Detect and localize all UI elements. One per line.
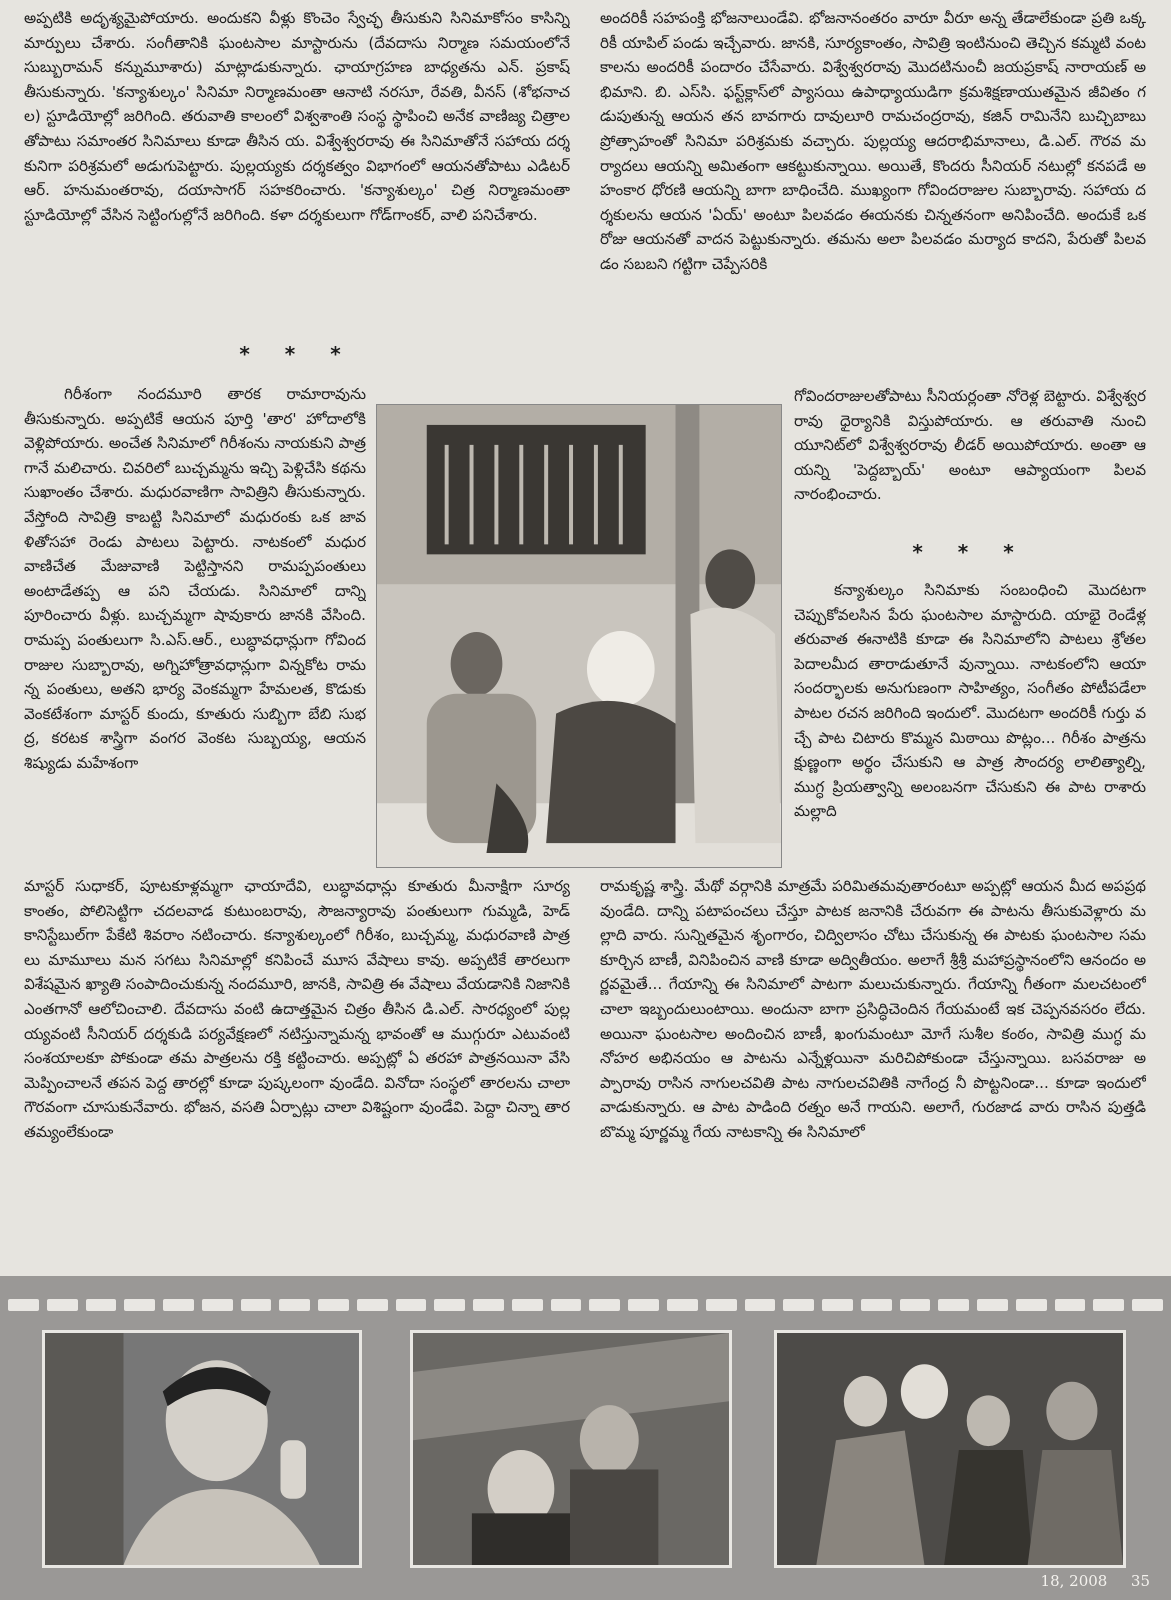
paragraph: మాస్టర్ సుధాకర్, పూటకూళ్లమ్మగా ఛాయాదేవి, లుబ్ధావధాన్లు కూతురు మీనాక్షిగా సూర్యకాంతం, పోలిసెట్టిగా చదలవాడ కుటుంబరావు, సౌజన్యారావు పంతులుగా గుమ్మడి, హెడ్ కానిస్టేబుల్‌గా పేకేటి శివరాం నటించారు. కన్యాశుల్కంలో గిరీశం, బుచ్చమ్మ, మధురవాణి పాత్రలు మామూలు మన సగటు సినిమాల్లో కనిపించే మూస వేషాలు కావు. అప్పటికే తారలుగా విశేషమైన ఖ్యాతి సంపాదించుకున్న నందమూరి, జానకి, సావిత్రి ఈ వేషాలు వేయడానికి నిజానికి ఎంతగానో ఆలోచించాలి. దేవదాసు వంటి ఉదాత్తమైన చిత్రం తీసిన డి.ఎల్. సారధ్యంలో పుల్లయ్యవంటి సీనియర్ దర్శకుడి పర్యవేక్షణలో నటిస్తున్నామన్న భావంతో ఆ ముగ్గురూ ఎటువంటి సంశయాలకూ పోకుండా తమ పాత్రలను రక్తి కట్టించారు. అప్పట్లో ఏ తరహా పాత్రనయినా వేసి మెప్పించాలనే తపన పెద్ద తారల్లో కూడా పుష్కలంగా వుండేది. వినోదా సంస్థలో తారలను చాలా గౌరవంగా చూసుకునేవారు. భోజన, వసతి ఏర్పాట్లు చాలా విశిష్టంగా వుండేవి. పెద్దా చిన్నా తారతమ్యంలేకుండా	[24, 877, 570, 1141]
article-left-bottom	[24, 874, 570, 1270]
still-image	[45, 1333, 359, 1565]
page-number: 35	[1130, 1572, 1150, 1590]
article-right-wrap-1	[794, 384, 1146, 534]
article-left-top	[24, 6, 570, 336]
article-left-wrap	[24, 382, 366, 862]
film-still-photo	[376, 404, 782, 868]
paragraph: కన్యాశుల్కం సినిమాకు సంబంధించి మొదటగా చెప్పుకోవలసిన పేరు ఘంటసాల మాస్టారుది. యాభై రెండేళ్ల తరువాత ఈనాటికి కూడా ఈ సినిమాలోని పాటలు శ్రోతల పెదాలమీద తారాడుతూనే వున్నాయి. నాటకంలోని ఆయా సందర్భాలకు అనుగుణంగా సాహిత్యం, సంగీతం పోటీపడేలా పాటల రచన జరిగింది ఇందులో. మొదటగా అందరికీ గుర్తు వచ్చే పాట చిటారు కొమ్మన మిఠాయి పొట్లం... గిరీశం పాత్రను క్షుణ్ణంగా అర్థం చేసుకుని ఆ పాత్ర సౌందర్య లాలిత్యాల్ని, ముగ్ధ ప్రియత్వాన్ని అలంబనగా చేసుకుని ఈ పాట రాశారు మల్లాది	[794, 581, 1146, 821]
film-still-image	[377, 405, 781, 867]
paragraph: రామకృష్ణ శాస్త్రి. మేథో వర్గానికి మాత్రమే పరిమితమవుతారంటూ అప్పట్లో ఆయన మీద అపప్రథ వుండేది. దాన్ని పటాపంచలు చేస్తూ పాటక జనానికి చేరువగా ఈ పాటను తీసుకువెళ్లారు మల్లాది వారు. సున్నితమైన శృంగారం, చిద్విలాసం చోటు చేసుకున్న ఈ పాటకు ఘంటసాల సమకూర్చిన బాణీ, వినిపించిన వాణి కూడా అద్వితీయం. అలాగే శ్రీశ్రీ మహాప్రస్థానంలోని ఆనందం అర్ణవమైతే... గేయాన్ని ఈ సినిమాలో పాటగా మలుచుకున్నారు. గేయాన్ని గీతంగా మలచటంలో చాలా ఇబ్బందులుంటాయి. అందునా బాగా ప్రసిద్ధిచెందిన గేయమంటే ఇక చెప్పనవసరం లేదు. అయినా ఘంటసాల అందించిన బాణీ, ఖంగుమంటూ మోగే సుశీల కంఠం, సావిత్రి ముగ్ధ మనోహర అభినయం ఆ పాటను ఎన్నేళ్లయినా మరిచిపోకుండా చేస్తున్నాయి. బసవరాజు అప్పారావు రాసిన నాగులచవితి పాట నాగులచవితికి నాగేంద్ర నీ పొట్టనిండా... కూడా ఇందులో వాడుకున్నారు. ఆ పాట పాడింది రత్నం అనే గాయని. అలాగే, గురజాడ వారు రాసిన పుత్తడి బొమ్మ పూర్ణమ్మ గేయ నాటకాన్ని ఈ సినిమాలో	[600, 877, 1146, 1141]
issue-date: 18, 2008	[1040, 1572, 1108, 1590]
paragraph: అందరికీ సహపంక్తి భోజనాలుండేవి. భోజనానంతరం వారూ వీరూ అన్న తేడాలేకుండా ప్రతి ఒక్కరికీ యాపిల్ పండు ఇచ్చేవారు. జానకి, సూర్యకాంతం, సావిత్రి ఇంటినుంచి తెచ్చిన కమ్మటి వంటకాలను అందరికీ పందారం చేసేవారు. విశ్వేశ్వరరావు మొదటినుంచీ జయప్రకాష్ నారాయణ్ అభిమాని. బి. ఎస్‌సి. ఫస్ట్‌క్లాస్‌లో ప్యాసయి ఉపాధ్యాయుడిగా క్రమశిక్షణాయుతమైన జీవితం గడుపుతున్న ఆయన తన బావగారు దావులూరి రామచంద్రరావు, కజిన్ రామినేని బుచ్చిబాబు ప్రోత్సాహంతో సినిమా పరిశ్రమకు వచ్చారు. పుల్లయ్య ఆదరాభిమానాలు, డి.ఎల్. గౌరవ మర్యాదలు ఆయన్ని అమితంగా ఆకట్టుకున్నాయి. అయితే, కొందరు సీనియర్ నటుల్లో కనపడే అహంకార ధోరణి ఆయన్ని బాగా బాధించేది. ముఖ్యంగా గోవిందరాజుల సుబ్బారావు. సహాయ దర్శకులను ఆయన 'ఏయ్' అంటూ పిలవడం ఈయనకు చిన్నతనంగా అనిపించేది. అందుకే ఒకరోజు ఆయనతో వాదన పెట్టుకున్నారు. తమను అలా పిలవడం మర్యాద కాదని, పేరుతో పిలవడం సబబని గట్టిగా చెప్పేసరికి	[600, 9, 1146, 273]
paragraph: అప్పటికి అదృశ్యమైపోయారు. అందుకని వీళ్లు కొంచెం స్వేచ్ఛ తీసుకుని సినిమాకోసం కాసిన్ని మార్పులు చేశారు. సంగీతానికి ఘంటసాల మాస్టారును (దేవదాసు నిర్మాణ సమయంలోనే సుబ్బురామన్ కన్నుమూశారు) మాట్లాడుకున్నారు. ఛాయాగ్రహణ బాధ్యతను ఎన్. ప్రకాష్ తీసుకున్నారు. 'కన్యాశుల్కం' సినిమా నిర్మాణమంతా ఆనాటి నరసూ, రేవతి, వీనస్ (శోభనాచల) స్టూడియోల్లో జరిగింది. తరువాతి కాలంలో విశ్వశాంతి సంస్థ స్థాపించి అనేక వాణిజ్య చిత్రాలతోపాటు సమాంతర సినిమాలు కూడా తీసిన య. విశ్వేశ్వరరావు ఈ సినిమాతోనే సహాయ దర్శకునిగా పరిశ్రమలో అడుగుపెట్టారు. పుల్లయ్యకు దర్శకత్వం విభాగంలో ఆయనతోపాటు ఎడిటర్ ఆర్. హనుమంతరావు, దయాసాగర్ సహకరించారు. 'కన్యాశుల్కం' చిత్ర నిర్మాణమంతా స్టూడియోల్లో వేసిన సెట్టింగుల్లోనే జరిగింది. కళా దర్శకులుగా గోడ్‌గాంకర్, వాలి పనిచేశారు.	[24, 9, 570, 224]
article-right-top	[600, 6, 1146, 384]
film-still-thumbnail-2	[410, 1330, 732, 1568]
article-right-bottom	[600, 874, 1146, 1270]
section-divider-right: * * *	[912, 540, 1028, 564]
filmstrip-perforations-top	[0, 1294, 1171, 1316]
article-right-wrap-2	[794, 578, 1146, 868]
paragraph: గోవిందరాజులతోపాటు సీనియర్లంతా నోరెళ్ల బెట్టారు. విశ్వేశ్వరరావు ధైర్యానికి విస్తుపోయారు. ఆ తరువాతి నుంచి యూనిట్‌లో విశ్వేశ్వరరావు లీడర్ అయిపోయారు. అంతా ఆయన్ని 'పెద్దబ్బాయ్' అంటూ ఆప్యాయంగా పిలవ నారంభించారు.	[794, 387, 1146, 504]
still-image	[777, 1333, 1123, 1565]
still-image	[413, 1333, 729, 1565]
film-still-thumbnail-1	[42, 1330, 362, 1568]
paragraph: గిరీశంగా నందమూరి తారక రామారావును తీసుకున్నారు. అప్పటికే ఆయన పూర్తి 'తార' హోదాలోకి వెళ్లిపోయారు. అంచేత సినిమాలో గిరీశంను నాయకుని పాత్రగానే మలిచారు. చివరిలో బుచ్చమ్మను ఇచ్చి పెళ్లిచేసి కథను సుఖాంతం చేశారు. మధురవాణిగా సావిత్రిని తీసుకున్నారు. వేస్తోంది సావిత్రి కాబట్టి సినిమాలో మధురంకు ఒక జావళితోసహా రెండు పాటలు పెట్టారు. నాటకంలో మధురవాణిచేత మేజువాణి పెట్టిస్తానని రామప్పపంతులు అంటాడేతప్ప ఆ పని చేయడు. సినిమాలో దాన్ని పూరించారు వీళ్లు. బుచ్చమ్మగా షావుకారు జానకి వేసింది. రామప్ప పంతులుగా సి.ఎస్.ఆర్., లుబ్ధావధాన్లుగా గోవిందరాజుల సుబ్బారావు, అగ్నిహోత్రావధాన్లుగా విన్నకోట రామన్న పంతులు, అతని భార్య వెంకమ్మగా హేమలత, కొడుకు వెంకటేశంగా మాస్టర్ కుందు, కూతురు సుబ్బిగా బేబి సుభద్ర, కరటక శాస్త్రిగా వంగర వెంకట సుబ్బయ్య, ఆయన శిష్యుడు మహేశంగా	[24, 385, 366, 772]
page-folio	[900, 1572, 1150, 1590]
film-still-thumbnail-3	[774, 1330, 1126, 1568]
section-divider-left: * * *	[239, 342, 355, 366]
